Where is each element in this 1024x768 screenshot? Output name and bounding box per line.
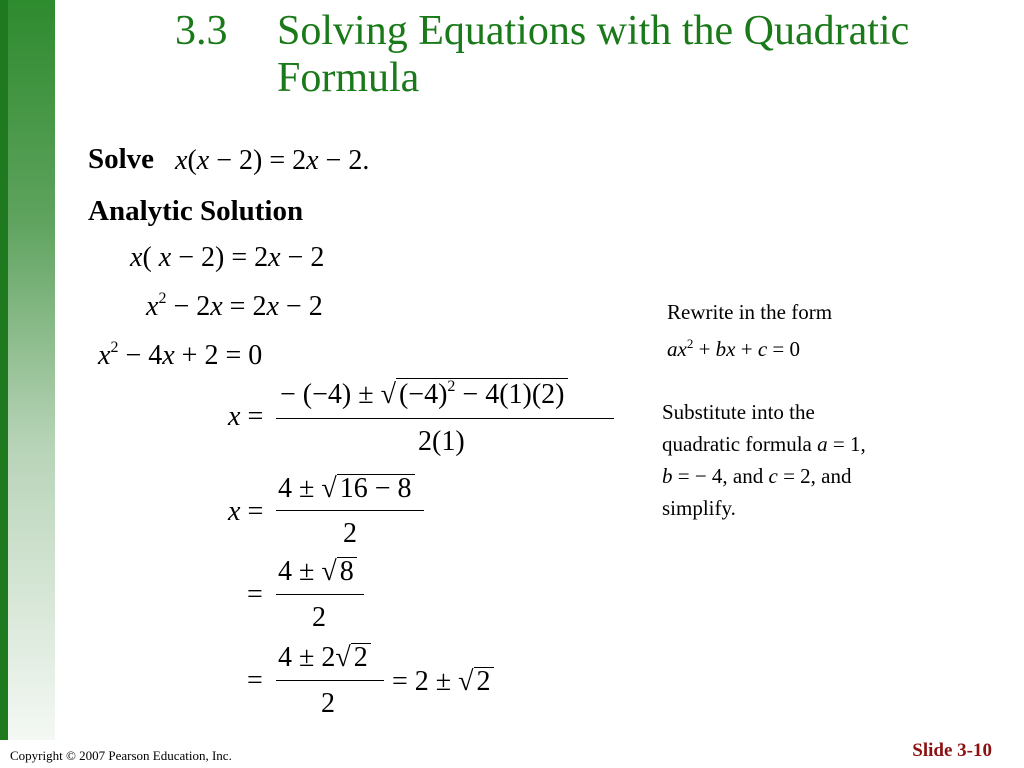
step-5-lhs: x = — [228, 496, 264, 527]
problem-equation: x(x − 2) = 2x − 2. — [175, 145, 370, 176]
note-substitute-line3: b = − 4, and c = 2, and — [662, 464, 852, 488]
step-5-numerator: 4 ± √ 16 − 8 — [278, 474, 415, 503]
sidebar-edge — [0, 0, 8, 740]
section-number: 3.3 — [175, 8, 228, 54]
note-rewrite-line1: Rewrite in the form — [667, 300, 833, 324]
slide-number: Slide 3-10 — [912, 740, 992, 761]
step-7-numerator: 4 ± 2√ 2 — [278, 643, 371, 672]
note-substitute-line4: simplify. — [662, 496, 736, 520]
step-7-fraction-bar — [276, 680, 384, 681]
note-rewrite-line2: $ax^2$ + bx + c = 0 — [667, 336, 801, 361]
step-2-equation: $x^2 - 2x = 2x - 2$ — [146, 290, 323, 322]
step-6-equals: = — [247, 579, 263, 610]
step-4-fraction-bar — [276, 418, 614, 419]
analytic-solution-label: Analytic Solution — [88, 195, 304, 227]
step-4-numerator: − (−4) ± √ $(-4)^2 - 4(1)(2)$ — [280, 378, 568, 409]
step-6-denominator: 2 — [312, 602, 326, 633]
note-substitute — [662, 396, 866, 524]
step-4-lhs: x = — [228, 401, 264, 432]
step-1-equation: x( x − 2) = 2x − 2 — [130, 242, 325, 273]
title-text: Solving Equations with the Quadratic Formula — [277, 8, 910, 101]
sidebar-gradient — [0, 0, 55, 740]
step-6-numerator: 4 ± √ 8 — [278, 557, 357, 586]
copyright-notice: Copyright © 2007 Pearson Education, Inc. — [10, 748, 232, 763]
step-6-fraction-bar — [276, 594, 364, 595]
step-3-equation: $x^2 - 4x + 2 = 0$ — [98, 339, 263, 371]
step-7-denominator: 2 — [321, 688, 335, 719]
note-substitute-line1: Substitute into the — [662, 400, 815, 424]
step-4-denominator: 2(1) — [418, 426, 465, 457]
note-rewrite — [667, 296, 832, 365]
step-7-equals: = — [247, 665, 263, 696]
solve-label: Solve — [88, 143, 155, 175]
step-5-denominator: 2 — [343, 518, 357, 549]
step-7-result: = 2 ± √ 2 — [392, 667, 494, 696]
note-substitute-line2: quadratic formula a = 1, — [662, 432, 866, 456]
step-5-fraction-bar — [276, 510, 424, 511]
